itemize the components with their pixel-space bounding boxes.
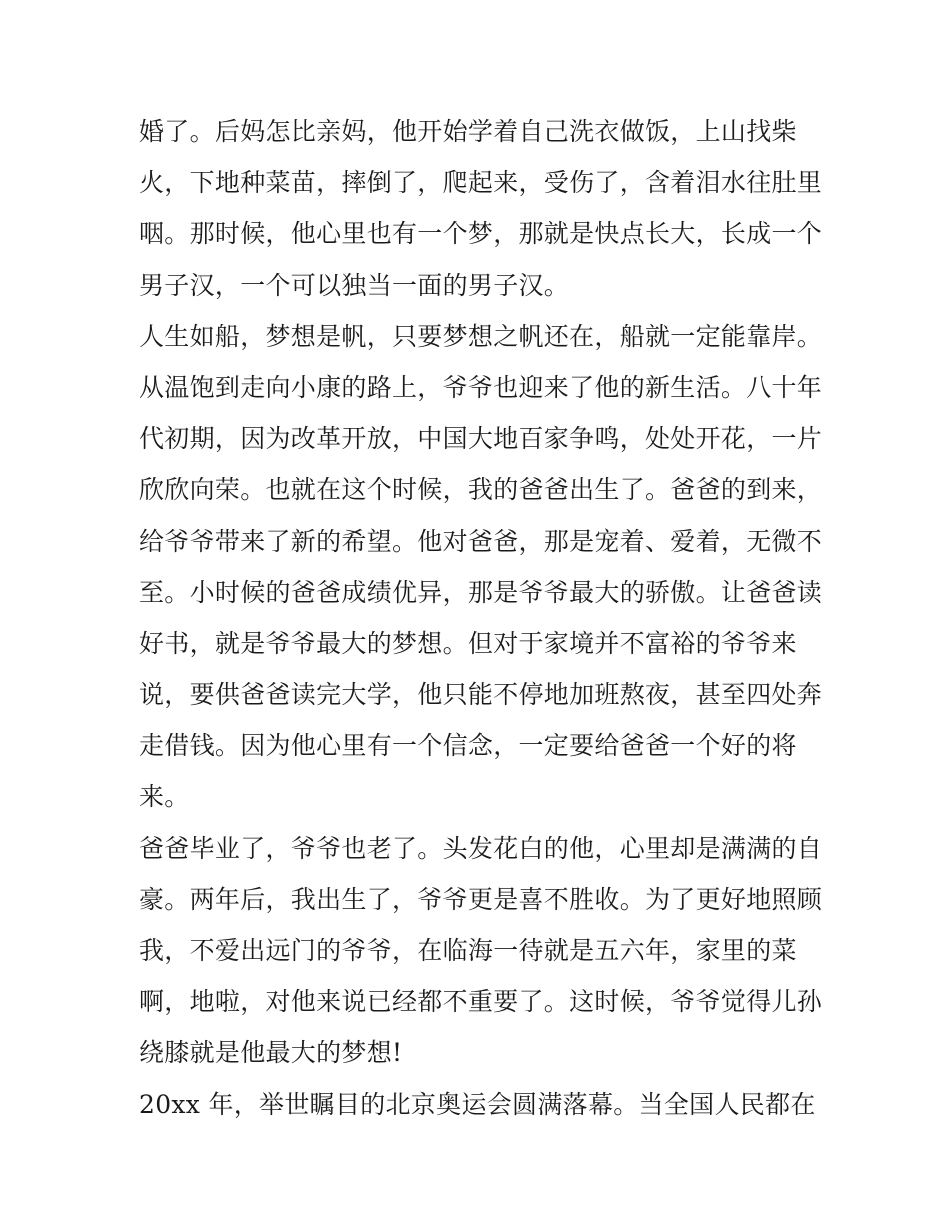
text-line: 走借钱。因为他心里有一个信念，一定要给爸爸一个好的将 <box>139 731 797 761</box>
text-line: 人生如船，梦想是帆，只要梦想之帆还在，船就一定能靠岸。 <box>139 321 823 351</box>
text-line: 绕膝就是他最大的梦想! <box>139 1038 403 1068</box>
text-line: 我，不爱出远门的爷爷，在临海一待就是五六年，家里的菜 <box>139 936 797 965</box>
text-line: 来。 <box>139 782 190 812</box>
text-line: 好书，就是爷爷最大的梦想。但对于家境并不富裕的爷爷来 <box>139 628 797 658</box>
text-line: 火，下地种菜苗，摔倒了，爬起来，受伤了，含着泪水往肚里 <box>139 168 823 198</box>
text-line: 说，要供爸爸读完大学，他只能不停地加班熬夜，甚至四处奔 <box>139 680 823 710</box>
text-line: 从温饱到走向小康的路上，爷爷也迎来了他的新生活。八十年 <box>139 372 823 402</box>
text-line: 至。小时候的爸爸成绩优异，那是爷爷最大的骄傲。让爸爸读 <box>139 577 823 607</box>
document-body-text <box>139 106 823 1130</box>
text-line: 婚了。后妈怎比亲妈，他开始学着自己洗衣做饭，上山找柴 <box>139 117 797 146</box>
text-line: 咽。那时候，他心里也有一个梦，那就是快点长大，长成一个 <box>139 219 823 249</box>
text-line: 爸爸毕业了，爷爷也老了。头发花白的他，心里却是满满的自 <box>139 833 823 863</box>
text-line: 啊，地啦，对他来说已经都不重要了。这时候，爷爷觉得儿孙 <box>139 987 823 1017</box>
text-line: 给爷爷带来了新的希望。他对爸爸，那是宠着、爱着，无微不 <box>139 526 823 556</box>
text-line: 欣欣向荣。也就在这个时候，我的爸爸出生了。爸爸的到来， <box>139 475 823 505</box>
text-line: 代初期，因为改革开放，中国大地百家争鸣，处处开花，一片 <box>139 424 823 454</box>
text-line: 豪。两年后，我出生了，爷爷更是喜不胜收。为了更好地照顾 <box>139 884 823 914</box>
text-line: 20xx 年，举世瞩目的北京奥运会圆满落幕。当全国人民都在 <box>139 1089 816 1119</box>
text-line: 男子汉，一个可以独当一面的男子汉。 <box>139 270 570 300</box>
